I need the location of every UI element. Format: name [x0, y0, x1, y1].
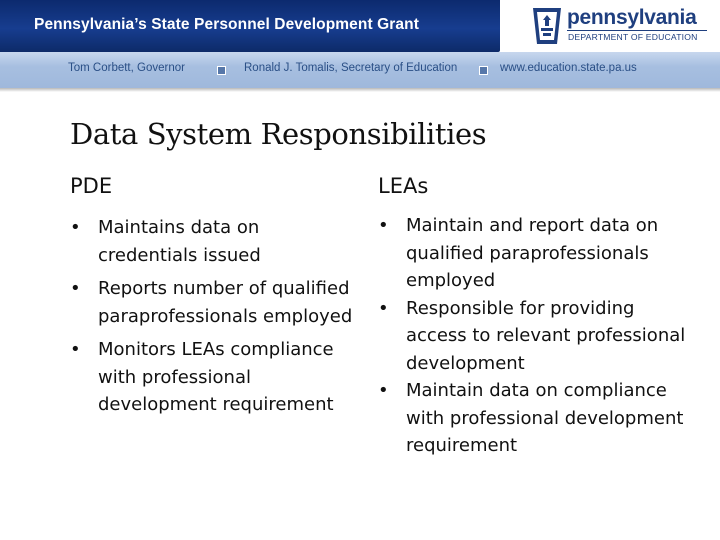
list-item: [70, 214, 362, 269]
bullet-icon: •: [70, 278, 81, 299]
leas-bullet-list: [378, 212, 694, 460]
pde-bullet-list: [70, 214, 362, 419]
logo-wordmark: pennsylvania: [567, 6, 697, 29]
secretary-text: Ronald J. Tomalis, Secretary of Education: [244, 62, 458, 74]
bullet-icon: •: [378, 215, 389, 236]
separator-square-icon: [217, 66, 226, 75]
governor-text: Tom Corbett, Governor: [68, 62, 185, 74]
sub-bar-shadow: [0, 88, 720, 92]
list-item: [378, 212, 694, 295]
grant-title: Pennsylvania’s State Personnel Development Grant: [34, 16, 419, 33]
bullet-icon: •: [378, 380, 389, 401]
list-item: [70, 336, 362, 419]
list-item: [378, 377, 694, 460]
bullet-text: Monitors LEAs compliance with professional development requirement: [98, 339, 334, 415]
bullet-text: Reports number of qualified paraprofessionals employed: [98, 278, 353, 327]
header: [0, 0, 720, 92]
website-link[interactable]: www.education.state.pa.us: [500, 62, 637, 74]
bullet-text: Maintain and report data on qualified paraprofessionals employed: [406, 215, 659, 291]
bullet-icon: •: [378, 297, 389, 319]
bullet-text: Maintains data on credentials issued: [98, 217, 261, 266]
list-item: [378, 295, 694, 378]
bullet-icon: •: [70, 217, 81, 238]
keystone-icon: [532, 6, 562, 46]
logo-divider: [567, 30, 707, 31]
separator-square-icon: [479, 66, 488, 75]
column-heading-pde: PDE: [70, 174, 113, 198]
bullet-icon: •: [70, 339, 81, 360]
bullet-text: Responsible for providing access to relevant professional development: [406, 297, 686, 374]
list-item: [70, 275, 362, 330]
bullet-text: Maintain data on compliance with professional development requirement: [406, 380, 684, 456]
logo-department: DEPARTMENT OF EDUCATION: [568, 32, 698, 42]
slide-title: Data System Responsibilities: [70, 117, 487, 151]
column-heading-leas: LEAs: [378, 174, 429, 198]
